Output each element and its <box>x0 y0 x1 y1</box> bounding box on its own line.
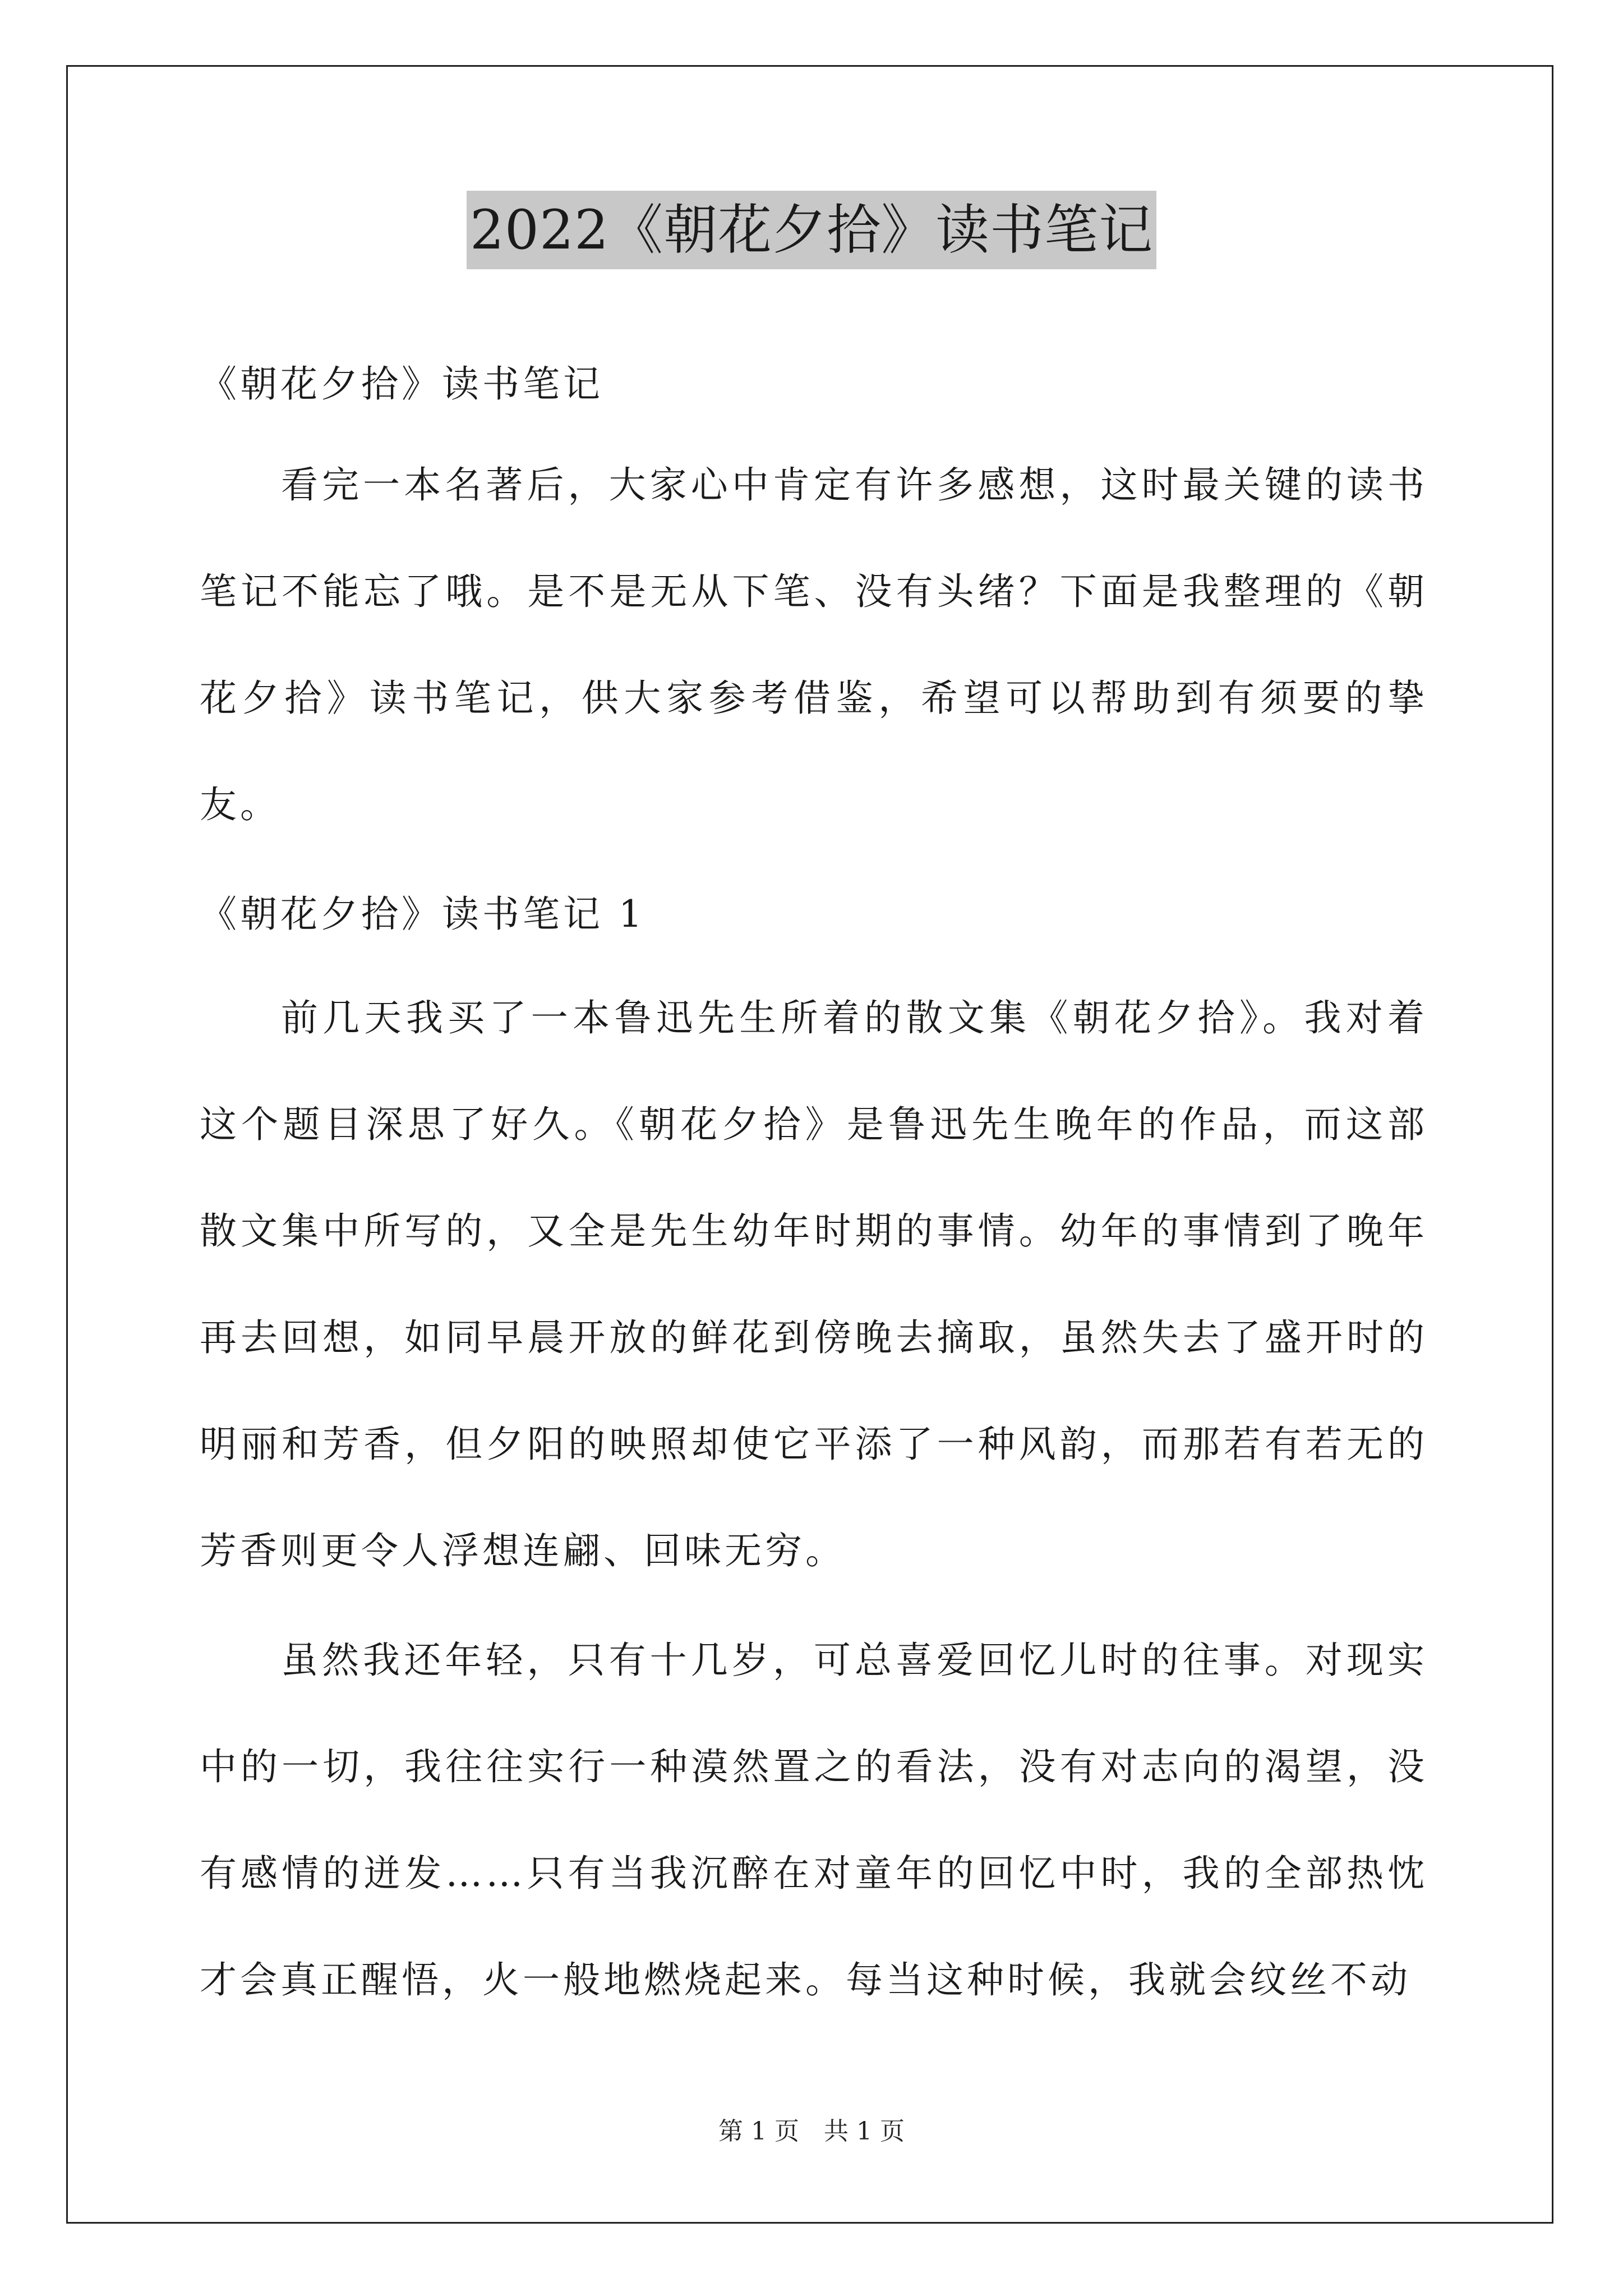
page-footer: 第 1 页 共 1 页 <box>718 2117 905 2146</box>
document-subtitle: 《朝花夕拾》读书笔记 <box>200 362 603 406</box>
body-paragraph: 虽然我还年轻，只有十几岁，可总喜爱回忆儿时的往事。对现实中的一切，我往往实行一种漠然置之的看法，没有对志向的渴望，没有感情的迸发……只有当我沉醉在对童年的回忆中时，我的全部热忱才会真正醒悟，火一般地燃烧起来。每当这种时候，我就会纹丝不动 <box>200 1639 1428 2001</box>
title-container <box>0 191 1623 269</box>
section-heading: 《朝花夕拾》读书笔记 1 <box>200 892 645 936</box>
document-title: 2022《朝花夕拾》读书笔记 <box>467 191 1156 269</box>
intro-paragraph: 看完一本名著后，大家心中肯定有许多感想，这时最关键的读书笔记不能忘了哦。是不是无从下笔、没有头绪？下面是我整理的《朝花夕拾》读书笔记，供大家参考借鉴，希望可以帮助到有须要的挚友。 <box>200 463 1428 826</box>
body-paragraph: 前几天我买了一本鲁迅先生所着的散文集《朝花夕拾》。我对着这个题目深思了好久。《朝花夕拾》是鲁迅先生晚年的作品，而这部散文集中所写的，又全是先生幼年时期的事情。幼年的事情到了晚年再去回想，如同早晨开放的鲜花到傍晚去摘取，虽然失去了盛开时的明丽和芳香，但夕阳的映照却使它平添了一种风韵，而那若有若无的芳香则更令人浮想连翩、回味无穷。 <box>200 996 1428 1572</box>
